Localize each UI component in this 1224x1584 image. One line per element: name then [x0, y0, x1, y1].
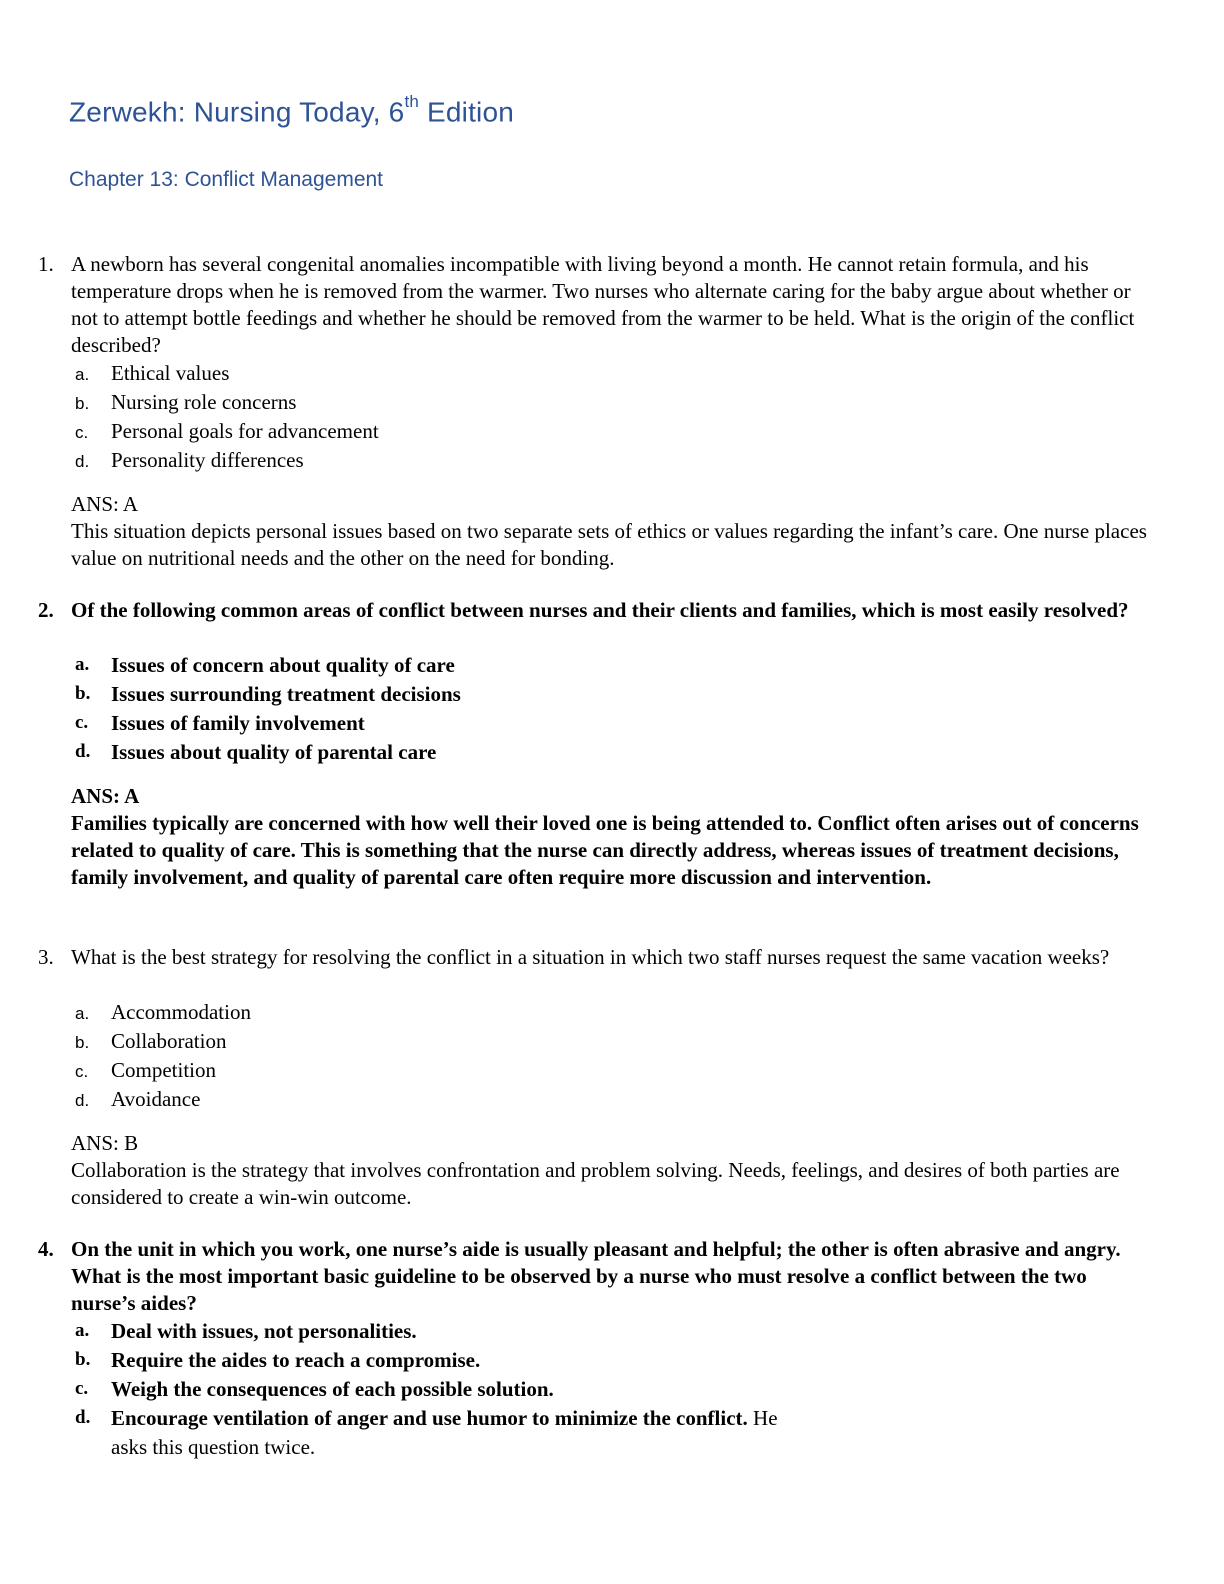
option-b	[0, 388, 1224, 417]
option-a	[0, 651, 1224, 680]
trailing-text: He	[747, 1406, 778, 1430]
option-letter: a.	[75, 1004, 90, 1023]
option-text: Issues surrounding treatment decisions	[111, 682, 461, 706]
question-stem: Of the following common areas of conflict between nurses and their clients and families, which is most easily resolved?	[71, 598, 1129, 622]
option-text: Collaboration	[111, 1029, 227, 1053]
option-text: Weigh the consequences of each possible solution.	[111, 1377, 554, 1401]
option-letter: b.	[75, 1349, 91, 1370]
option-letter: d.	[75, 1091, 90, 1110]
book-title: Zerwekh: Nursing Today, 6th Edition	[69, 92, 515, 128]
option-letter: d.	[75, 1407, 91, 1428]
option-text: Issues of concern about quality of care	[111, 653, 455, 677]
option-text: Encourage ventilation of anger and use humor to minimize the conflict. He	[111, 1406, 778, 1430]
answer-label: ANS: A	[71, 492, 139, 516]
option-letter: c.	[75, 712, 89, 733]
option-text: Competition	[111, 1058, 216, 1082]
option-d	[0, 446, 1224, 475]
book-title-superscript: th	[404, 92, 420, 111]
answer-block	[71, 783, 1151, 891]
answer-label: ANS: B	[71, 1131, 139, 1155]
question-number: 4.	[38, 1237, 54, 1261]
option-letter: a.	[75, 1320, 90, 1341]
option-text: Personality differences	[111, 448, 304, 472]
answer-block	[71, 1130, 1151, 1211]
option-text: Issues about quality of parental care	[111, 740, 437, 764]
question-number: 1.	[38, 252, 54, 276]
option-letter: b.	[75, 683, 91, 704]
option-a	[0, 359, 1224, 388]
question-number: 3.	[38, 945, 54, 969]
option-d	[0, 1404, 1224, 1433]
answer-block	[71, 491, 1151, 572]
answer-label: ANS: A	[71, 784, 140, 808]
answer-rationale: Families typically are concerned with how well their loved one is being attended to. Conflict often arises out of concerns related to quality of care. This is something that the nurse can directly address, whereas issues of treatment decisions, family involvement, and quality of parental care often require more discussion and intervention.	[71, 811, 1139, 889]
option-text: Deal with issues, not personalities.	[111, 1319, 417, 1343]
option-b	[0, 1027, 1224, 1056]
option-a	[0, 1317, 1224, 1346]
option-text: Ethical values	[111, 361, 230, 385]
option-letter: b.	[75, 394, 90, 413]
option-letter: c.	[75, 423, 89, 442]
option-d	[0, 738, 1224, 767]
option-letter: b.	[75, 1033, 90, 1052]
option-b	[0, 1346, 1224, 1375]
option-a	[0, 998, 1224, 1027]
answer-rationale: Collaboration is the strategy that involves confrontation and problem solving. Needs, feelings, and desires of both parties are considered to create a win-win outcome.	[71, 1158, 1120, 1209]
option-text: Avoidance	[111, 1087, 201, 1111]
option-letter: a.	[75, 365, 90, 384]
chapter-title: Chapter 13: Conflict Management	[69, 168, 384, 191]
option-c	[0, 1375, 1224, 1404]
option-d	[0, 1085, 1224, 1114]
option-letter: a.	[75, 654, 90, 675]
question-stem: What is the best strategy for resolving the conflict in a situation in which two staff nurses request the same vacation weeks?	[71, 945, 1110, 969]
answer-rationale: This situation depicts personal issues based on two separate sets of ethics or values regarding the infant’s care. One nurse places value on nutritional needs and the other on the need for bonding.	[71, 519, 1147, 570]
option-letter: c.	[75, 1062, 89, 1081]
option-text: Nursing role concerns	[111, 390, 297, 414]
option-c	[0, 709, 1224, 738]
option-b	[0, 680, 1224, 709]
option-letter: d.	[75, 452, 90, 471]
option-c	[0, 417, 1224, 446]
option-letter: d.	[75, 741, 91, 762]
option-letter: c.	[75, 1378, 89, 1399]
option-text: Accommodation	[111, 1000, 251, 1024]
question-number: 2.	[38, 598, 54, 622]
question-stem: A newborn has several congenital anomalies incompatible with living beyond a month. He cannot retain formula, and his temperature drops when he is removed from the warmer. Two nurses who alternate caring for the baby argue about whether or not to attempt bottle feedings and whether he should be removed from the warmer to be held. What is the origin of the conflict described?	[71, 252, 1135, 357]
option-text: Personal goals for advancement	[111, 419, 379, 443]
continuation-text: asks this question twice.	[111, 1435, 316, 1459]
option-c	[0, 1056, 1224, 1085]
option-text: Require the aides to reach a compromise.	[111, 1348, 481, 1372]
question-stem: On the unit in which you work, one nurse’s aide is usually pleasant and helpful; the other is often abrasive and angry. What is the most important basic guideline to be observed by a nurse who must resolve a conflict between the two nurse’s aides?	[71, 1237, 1121, 1315]
option-text: Issues of family involvement	[111, 711, 365, 735]
